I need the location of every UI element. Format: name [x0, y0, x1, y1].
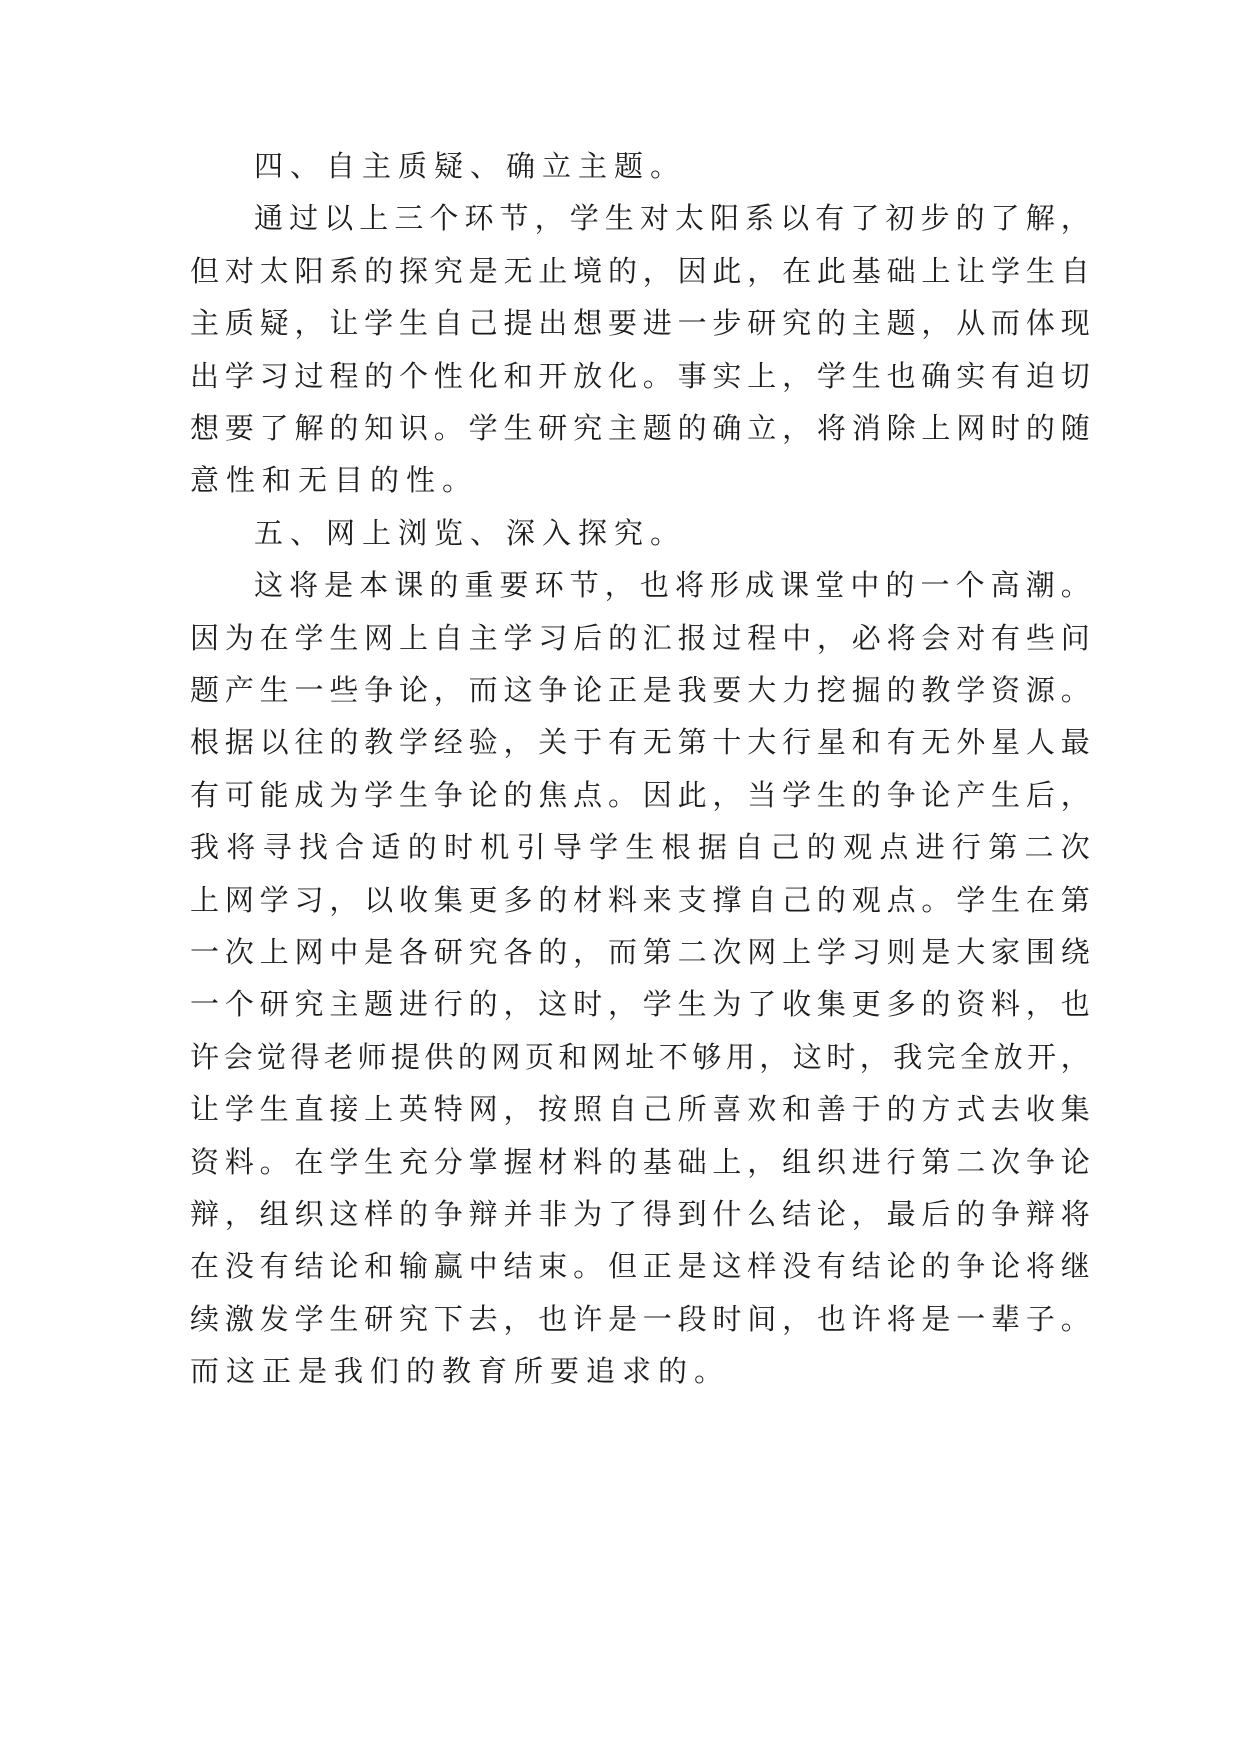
- paragraph-line: 一 个 研 究 主 题 进 行 的 ， 这 时 ， 学 生 为 了 收 集 更 多 的 资 料 ， 也: [190, 987, 1090, 1022]
- paragraph-line: 一 次 上 网 中 是 各 研 究 各 的 ， 而 第 二 次 网 上 学 习 则 是 大 家 围 绕: [190, 935, 1090, 969]
- paragraph-line: 在 没 有 结 论 和 输 赢 中 结 束 。 但 正 是 这 样 没 有 结 论 的 争 论 将 继: [190, 1249, 1090, 1284]
- paragraph-line: 意性和无目的性。: [190, 463, 479, 498]
- paragraph-line: 让 学 生 直 接 上 英 特 网 ， 按 照 自 己 所 喜 欢 和 善 于 的 方 式 去 收 集: [190, 1092, 1090, 1127]
- paragraph-line: 主 质 疑 ， 让 学 生 自 己 提 出 想 要 进 一 步 研 究 的 主 题 ， 从 而 体 现: [190, 306, 1090, 341]
- paragraph-line: 而这正是我们的教育所要追求的。: [190, 1354, 731, 1389]
- paragraph-line: 许 会 觉 得 老 师 提 供 的 网 页 和 网 址 不 够 用 ， 这 时 ， 我 完 全 放 开 ，: [190, 1039, 1090, 1074]
- paragraph-line: 上 网 学 习 ， 以 收 集 更 多 的 材 料 来 支 撑 自 己 的 观 点 。 学 生 在 第: [190, 882, 1090, 917]
- paragraph-line: 续 激 发 学 生 研 究 下 去 ， 也 许 是 一 段 时 间 ， 也 许 将 是 一 辈 子 。: [190, 1301, 1090, 1336]
- paragraph-line: 题 产 生 一 些 争 论 ， 而 这 争 论 正 是 我 要 大 力 挖 掘 的 教 学 资 源 。: [190, 673, 1090, 707]
- paragraph-line: 想 要 了 解 的 知 识 。 学 生 研 究 主 题 的 确 立 ， 将 消 除 上 网 时 的 随: [190, 411, 1090, 445]
- section-heading: 四、自主质疑、确立主题。: [254, 149, 687, 183]
- paragraph-line: 辩 ， 组 织 这 样 的 争 辩 并 非 为 了 得 到 什 么 结 论 ， 最 后 的 争 辩 将: [190, 1197, 1090, 1231]
- paragraph-line: 资 料 。 在 学 生 充 分 掌 握 材 料 的 基 础 上 ， 组 织 进 行 第 二 次 争 论: [190, 1144, 1090, 1179]
- paragraph-line: 我 将 寻 找 合 适 的 时 机 引 导 学 生 根 据 自 己 的 观 点 进 行 第 二 次: [190, 830, 1090, 865]
- paragraph-line: 通 过 以 上 三 个 环 节 ， 学 生 对 太 阳 系 以 有 了 初 步 的 了 解 ，: [254, 201, 1090, 236]
- paragraph-line: 根 据 以 往 的 教 学 经 验 ， 关 于 有 无 第 十 大 行 星 和 有 无 外 星 人 最: [190, 725, 1090, 760]
- paragraph-line: 但 对 太 阳 系 的 探 究 是 无 止 境 的 ， 因 此 ， 在 此 基 础 上 让 学 生 自: [190, 253, 1090, 288]
- paragraph-line: 因 为 在 学 生 网 上 自 主 学 习 后 的 汇 报 过 程 中 ， 必 将 会 对 有 些 问: [190, 620, 1090, 655]
- paragraph-line: 这 将 是 本 课 的 重 要 环 节 ， 也 将 形 成 课 堂 中 的 一 个 高 潮 。: [254, 568, 1090, 603]
- paragraph-line: 出 学 习 过 程 的 个 性 化 和 开 放 化 。 事 实 上 ， 学 生 也 确 实 有 迫 切: [190, 358, 1090, 393]
- section-heading: 五、网上浏览、深入探究。: [254, 515, 687, 550]
- paragraph-line: 有 可 能 成 为 学 生 争 论 的 焦 点 。 因 此 ， 当 学 生 的 争 论 产 生 后 ，: [190, 777, 1090, 812]
